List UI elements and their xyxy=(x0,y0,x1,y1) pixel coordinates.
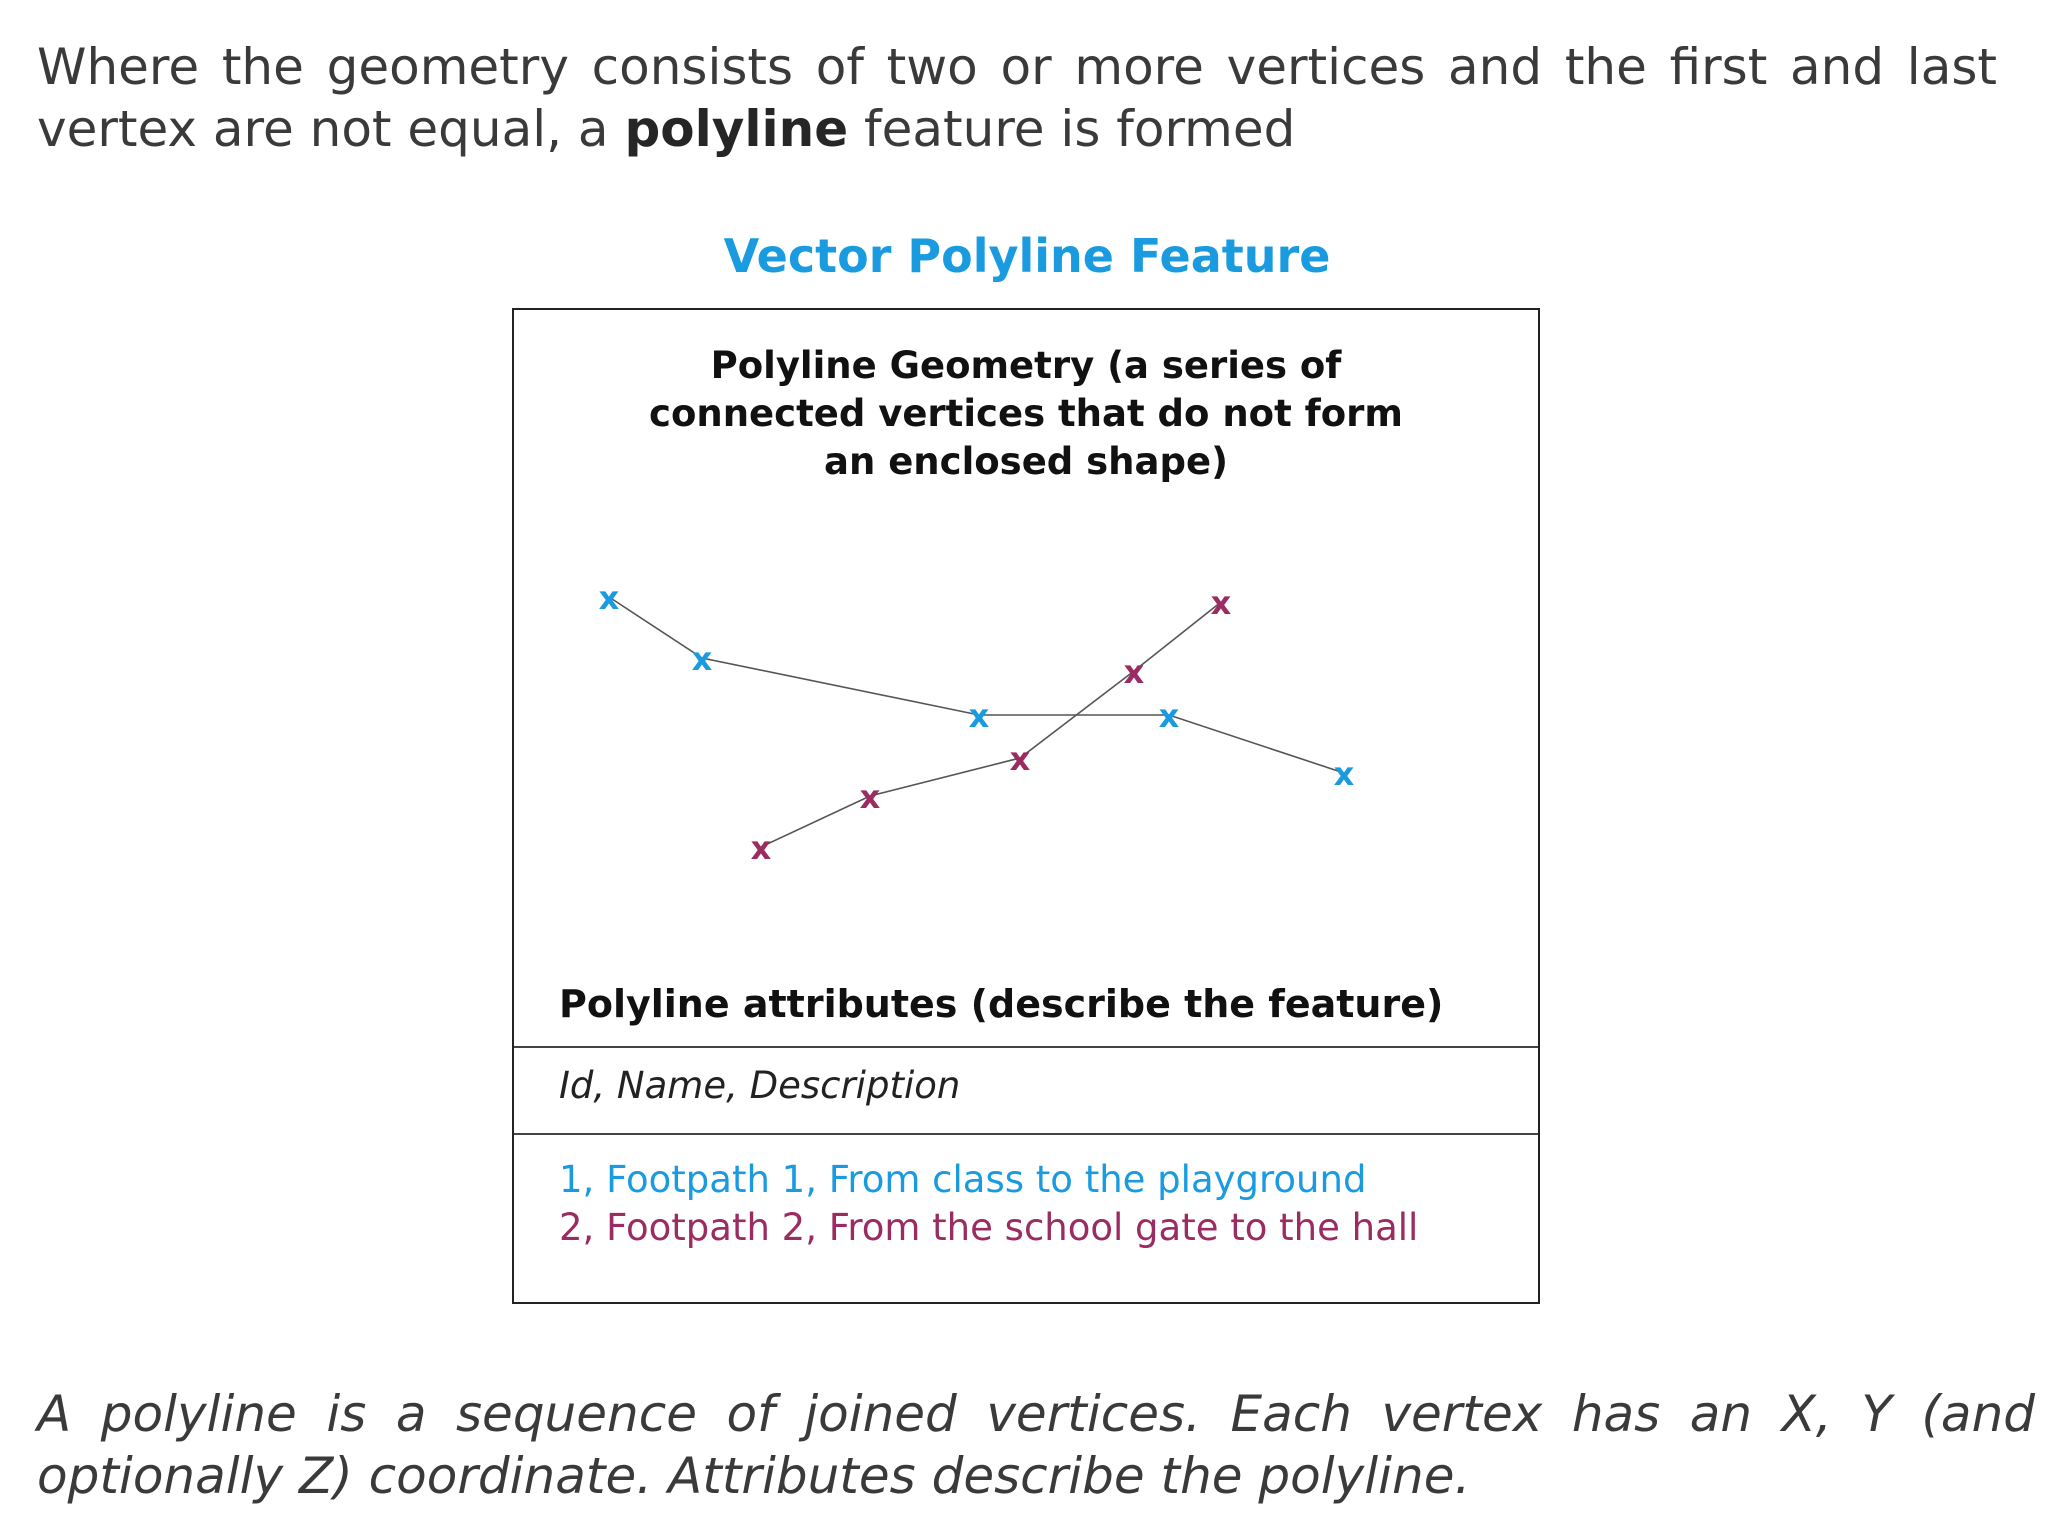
attributes-divider xyxy=(514,1046,1538,1048)
attributes-header: Polyline attributes (describe the feature) xyxy=(559,982,1444,1026)
polyline-geometry-diagram xyxy=(514,310,1538,970)
polyline-2-line xyxy=(761,602,1221,847)
figure-caption: A polyline is a sequence of joined vertices. Each vertex has an X, Y (and optionally Z) coordinate. Attributes describe the polyline. xyxy=(37,1385,2035,1505)
polyline-1-vertex-5: x xyxy=(1333,755,1355,793)
intro-text-before: Where the geometry consists of two or more vertices and the first and last vertex are not equal, a xyxy=(37,38,1997,158)
intro-paragraph xyxy=(37,36,1997,160)
polyline-2-vertex-5: x xyxy=(1210,584,1232,622)
record-row-2: 2, Footpath 2, From the school gate to the hall xyxy=(559,1206,1419,1249)
figure-title: Vector Polyline Feature xyxy=(723,229,1331,283)
polyline-2-vertex-3: x xyxy=(1009,740,1031,778)
figure-box xyxy=(512,308,1540,1304)
geometry-title-line-3: an enclosed shape) xyxy=(824,440,1228,483)
intro-bold-word: polyline xyxy=(624,100,849,158)
polyline-1-vertex-2: x xyxy=(691,640,713,678)
polyline-2-vertex-1: x xyxy=(750,829,772,867)
polyline-figure xyxy=(492,226,1572,1316)
record-row-1: 1, Footpath 1, From class to the playground xyxy=(559,1158,1367,1201)
polyline-1-line xyxy=(609,597,1344,773)
geometry-title-line-2: connected vertices that do not form xyxy=(649,392,1403,435)
polyline-2-vertex-4: x xyxy=(1123,653,1145,691)
intro-text-after: feature is formed xyxy=(848,100,1296,158)
attribute-fields: Id, Name, Description xyxy=(559,1064,961,1107)
polyline-1-vertex-3: x xyxy=(968,697,990,735)
polyline-2-vertex-2: x xyxy=(859,778,881,816)
polyline-1-vertex-1: x xyxy=(598,579,620,617)
geometry-title-line-1: Polyline Geometry (a series of xyxy=(710,344,1342,387)
polyline-1-vertex-4: x xyxy=(1158,697,1180,735)
records-divider xyxy=(514,1133,1538,1135)
